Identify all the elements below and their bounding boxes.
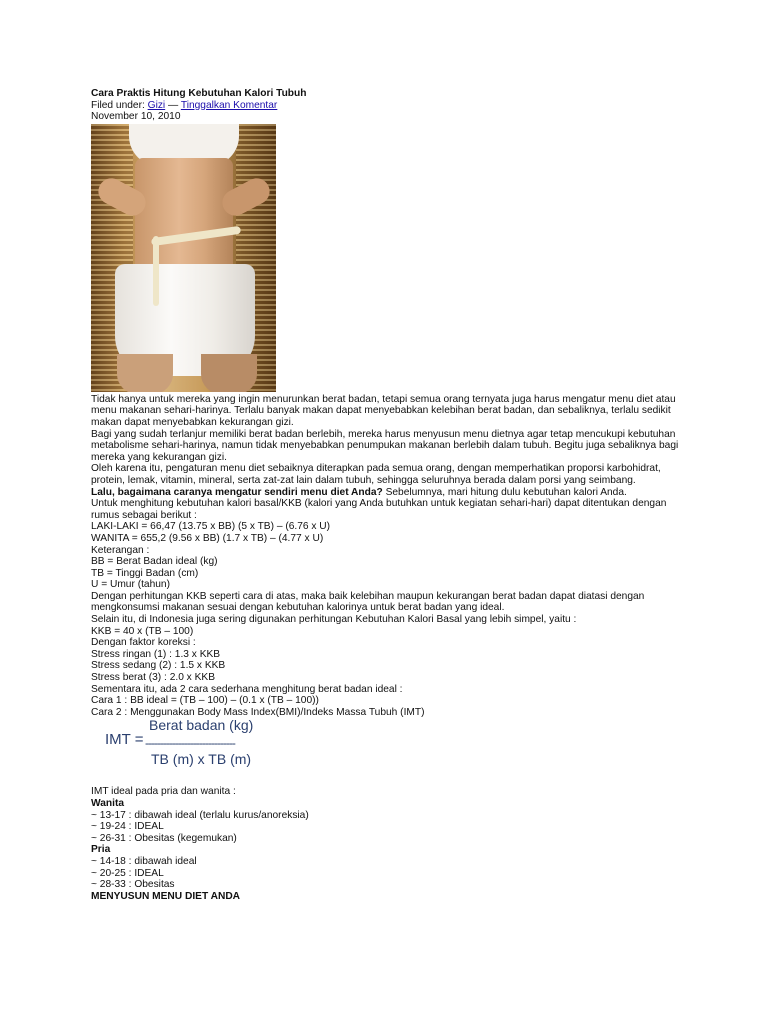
imt-formula-image <box>99 717 299 780</box>
article-title: Cara Praktis Hitung Kebutuhan Kalori Tubuh <box>91 88 307 99</box>
question-line <box>91 487 681 499</box>
article <box>91 88 681 902</box>
text-line: Dengan perhitungan KKB seperti cara di atas, maka baik kelebihan maupun kekurangan berat badan dapat diatasi dengan <box>91 590 645 602</box>
wanita-heading <box>91 798 681 810</box>
text-line: Sementara itu, ada 2 cara sederhana menghitung berat badan ideal : <box>91 683 403 695</box>
pria-heading <box>91 844 681 856</box>
final-heading-text: MENYUSUN MENU DIET ANDA <box>91 890 241 902</box>
method-1: Cara 1 : BB ideal = (TB – 100) – (0.1 x (TB – 100)) <box>91 695 319 707</box>
question-bold: Lalu, bagaimana caranya mengatur sendiri menu diet Anda? <box>91 486 383 498</box>
formula-kkb: KKB = 40 x (TB – 100) <box>91 625 194 637</box>
text-line: Bagi yang sudah terlanjur memiliki berat badan berlebih, mereka harus menyusun menu dietnya agar tetap mencukupi kebutuhan <box>91 428 676 440</box>
list-item: ~ 19-24 : IDEAL <box>91 821 164 833</box>
formula-denominator: TB (m) x TB (m) <box>151 751 252 768</box>
final-heading <box>91 891 681 903</box>
filed-under <box>91 100 681 112</box>
wanita-heading-text: Wanita <box>91 798 125 809</box>
text-line: Dengan faktor koreksi : <box>91 637 196 649</box>
list-item: ~ 28-33 : Obesitas <box>91 879 175 891</box>
text-line: Untuk menghitung kebutuhan kalori basal/KKB (kalori yang Anda butuhkan untuk kegiatan sehari-hari) dapat ditentukan dengan <box>91 498 667 510</box>
stress-item: Stress berat (3) : 2.0 x KKB <box>91 672 215 684</box>
text-line: BB = Berat Badan ideal (kg) <box>91 556 218 568</box>
list-item: ~ 13-17 : dibawah ideal (terlalu kurus/anoreksia) <box>91 809 309 821</box>
text-line: Keterangan : <box>91 544 150 556</box>
waist-measurement-photo <box>91 124 276 392</box>
list-item: ~ 20-25 : IDEAL <box>91 867 164 879</box>
method-2: Cara 2 : Menggunakan Body Mass Index(BMI)/Indeks Massa Tubuh (IMT) <box>91 706 425 718</box>
filed-prefix: Filed under: <box>91 99 148 111</box>
text-line: Oleh karena itu, pengaturan menu diet sebaiknya diterapkan pada semua orang, dengan memperhatikan proporsi karbohidrat, <box>91 463 661 475</box>
text-line: Selain itu, di Indonesia juga sering digunakan perhitungan Kebutuhan Kalori Basal yang lebih simpel, yaitu : <box>91 614 577 626</box>
text-line: mereka yang kekurangan gizi. <box>91 451 227 463</box>
category-link[interactable]: Gizi <box>147 99 166 111</box>
torso <box>135 158 233 268</box>
post-date: November 10, 2010 <box>91 111 181 123</box>
text-line: rumus sebagai berikut : <box>91 509 197 521</box>
pria-heading-text: Pria <box>91 844 111 856</box>
formula-lhs: IMT = <box>105 731 144 749</box>
text-line: mengkonsumsi makanan sesuai dengan kebutuhan kalorinya untuk berat badan yang ideal. <box>91 602 505 614</box>
text-line: U = Umur (tahun) <box>91 579 170 591</box>
text-line: menu makanan sehari-harinya. Terlalu banyak makan dapat menyebabkan kelebihan berat badan, dan sebaliknya, terlalu sedikit <box>91 405 671 417</box>
text-line: protein, lemak, vitamin, mineral, serta zat-zat lain dalam tubuh, sehingga seluruhnya berada dalam porsi yang seimbang. <box>91 474 636 486</box>
text-line: TB = Tinggi Badan (cm) <box>91 567 199 579</box>
text-line: makan dapat menyebabkan kekurangan gizi. <box>91 416 294 428</box>
text-line: Tidak hanya untuk mereka yang ingin menurunkan berat badan, tetapi semua orang ternyata juga harus mengatur menu diet atau <box>91 393 676 405</box>
list-item: ~ 26-31 : Obesitas (kegemukan) <box>91 832 237 844</box>
formula-numerator: Berat badan (kg) <box>149 717 254 734</box>
stress-item: Stress ringan (1) : 1.3 x KKB <box>91 648 221 660</box>
comment-link[interactable]: Tinggalkan Komentar <box>180 99 278 111</box>
right-leg <box>201 354 257 392</box>
separator-dash: — <box>165 99 181 111</box>
measuring-tape-end <box>153 236 159 306</box>
list-item: ~ 14-18 : dibawah ideal <box>91 855 197 867</box>
question-rest: Sebelumnya, mari hitung dulu kebutuhan kalori Anda. <box>382 486 627 498</box>
text-line: metabolisme sehari-harinya, namun tidak menyebabkan penumpukan makanan berlebih dalam tubuh. Begitu juga sebaliknya bagi <box>91 440 679 452</box>
formula-wanita: WANITA = 655,2 (9.56 x BB) (1.7 x TB) – (4.77 x U) <box>91 532 324 544</box>
stress-item: Stress sedang (2) : 1.5 x KKB <box>91 660 226 672</box>
formula-laki: LAKI-LAKI = 66,47 (13.75 x BB) (5 x TB) – (6.76 x U) <box>91 521 331 533</box>
formula-fraction-line: ------------------------------ <box>145 736 235 751</box>
imt-intro: IMT ideal pada pria dan wanita : <box>91 786 236 798</box>
left-leg <box>117 354 173 392</box>
